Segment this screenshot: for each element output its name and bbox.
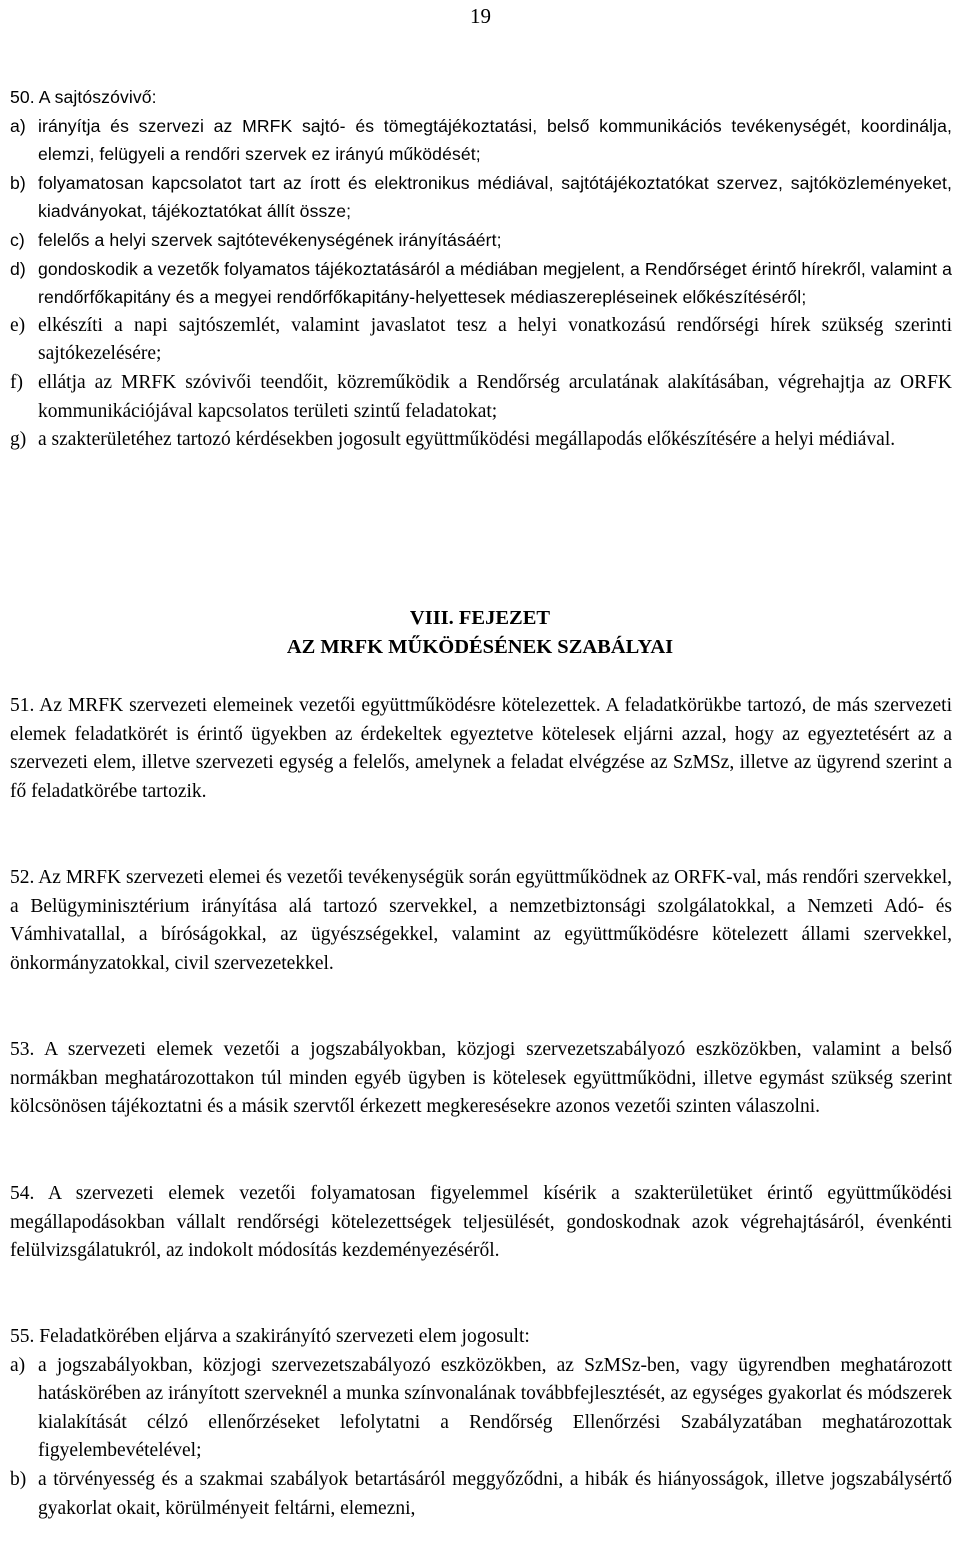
chapter-title: AZ MRFK MŰKÖDÉSÉNEK SZABÁLYAI — [286, 636, 674, 658]
item-text: felelős a helyi szervek sajtótevékenységének irányításáért; — [38, 229, 502, 250]
section-55-intro: 55. Feladatkörében eljárva a szakirányító szervezeti elem jogosult: — [10, 1326, 530, 1347]
item-label: c) — [10, 229, 25, 250]
section-52: 52. Az MRFK szervezeti elemei és vezetői tevékenységük során együttműködnek az ORFK-val, más rendőri szervekkel, a Belügyminisztérium irányítása alá tartozó szervekkel, a nemzetbiztonsági szolgálatokkal, a Nemzeti Adó- és Vámhivatallal, a bíróságokkal, az ügyészségekkel, valamint az együttműködésre kötelezett állami szervekkel, önkormányzatokkal, civil szervezetekkel. — [10, 867, 952, 974]
item-text: a törvényesség és a szakmai szabályok betartásáról meggyőződni, a hibák és hiányosságok, illetve jogszabálysértő gyakorlat okait, körülményeit feltárni, elemezni, — [38, 1468, 952, 1519]
item-text: a szakterületéhez tartozó kérdésekben jogosult együttműködési megállapodás előkészítésére a helyi médiával. — [38, 429, 896, 451]
item-label: g) — [10, 429, 27, 451]
section-53: 53. A szervezeti elemek vezetői a jogszabályokban, közjogi szervezetszabályozó eszközökben, valamint a belső normákban meghatározottakon túl minden egyéb ügyben is kötelesek együttműködni, illetve egymást szükség szerint kölcsönösen tájékoztatni és a másik szervtől érkezett megkeresésekre azonos vezetői szinten válaszolni. — [10, 1039, 952, 1118]
item-label: b) — [10, 172, 26, 193]
list-item — [10, 226, 952, 255]
item-label: e) — [10, 314, 26, 336]
item-text: a jogszabályokban, közjogi szervezetszabályozó eszközökben, az SzMSz-ben, vagy ügyrendben meghatározott hatáskörében az irányított szerveknél a munka színvonalának továbbfejlesztését, az egységes gyakorlat és módszerek kialakítását célzó ellenőrzéseket lefolytatni a Rendőrség Ellenőrzési Szabályzatában meghatározottak figyelembevételével; — [38, 1354, 952, 1462]
item-text: ellátja az MRFK szóvivői teendőit, közreműködik a Rendőrség arculatának alakításában, végrehajtja az ORFK kommunikációjával kapcsolatos területi szintű feladatokat; — [38, 371, 952, 422]
item-label: d) — [10, 258, 26, 279]
item-text: folyamatosan kapcsolatot tart az írott és elektronikus médiával, sajtótájékoztatókat szervez, sajtóközleményeket, kiadványokat, tájékoztatókat állít össze; — [38, 172, 952, 222]
list-item — [10, 426, 952, 455]
list-item — [10, 1466, 952, 1523]
section-51: 51. Az MRFK szervezeti elemeinek vezetői együttműködésre kötelezettek. A feladatkörükbe tartozó, de más szervezeti elemek feladatkörét is érintő ügyekben az érdekeltek egyeztetve kötelesek eljárni azzal, hogy az egyeztetésért az a szervezeti elem, illetve szervezeti egység a felelős, amelynek a feladat elvégzése az SzMSz, illetve az ügyrend szerint a fő feladatkörébe tartozik. — [10, 695, 952, 802]
chapter-number: VIII. FEJEZET — [409, 607, 551, 629]
list-item — [10, 169, 952, 226]
item-label: b) — [10, 1468, 27, 1490]
list-item — [10, 255, 952, 312]
item-label: a) — [10, 115, 26, 136]
section-50-intro: 50. A sajtószóvivő: — [10, 87, 157, 107]
section-54: 54. A szervezeti elemek vezetői folyamatosan figyelemmel kísérik a szakterületüket érintő együttműködési megállapodásokban vállalt rendőrségi kötelezettségek teljesülését, gondoskodnak azok végrehajtásáról, évenkénti felülvizsgálatukról, az indokolt módosítás kezdeményezéséről. — [10, 1183, 952, 1262]
list-item — [10, 369, 952, 426]
list-item — [10, 112, 952, 169]
section-55 — [10, 1323, 952, 1523]
item-label: f) — [10, 371, 23, 393]
item-text: gondoskodik a vezetők folyamatos tájékoztatásáról a médiában megjelent, a Rendőrséget érintő hírekről, valamint a rendőrfőkapitány és a megyei rendőrfőkapitány-helyettesek médiaszerepléseinek előkészítéséről; — [38, 258, 952, 308]
section-50 — [10, 83, 952, 455]
item-text: elkészíti a napi sajtószemlét, valamint javaslatot tesz a helyi vonatkozású rendőrségi hírek szükség szerinti sajtókezelésére; — [38, 314, 952, 365]
page-number: 19 — [470, 4, 491, 28]
item-label: a) — [10, 1354, 26, 1376]
item-text: irányítja és szervezi az MRFK sajtó- és tömegtájékoztatási, belső kommunikációs tevékenységét, koordinálja, elemzi, felügyeli a rendőri szervek ez irányú működését; — [38, 115, 952, 165]
list-item — [10, 1352, 952, 1466]
list-item — [10, 312, 952, 369]
